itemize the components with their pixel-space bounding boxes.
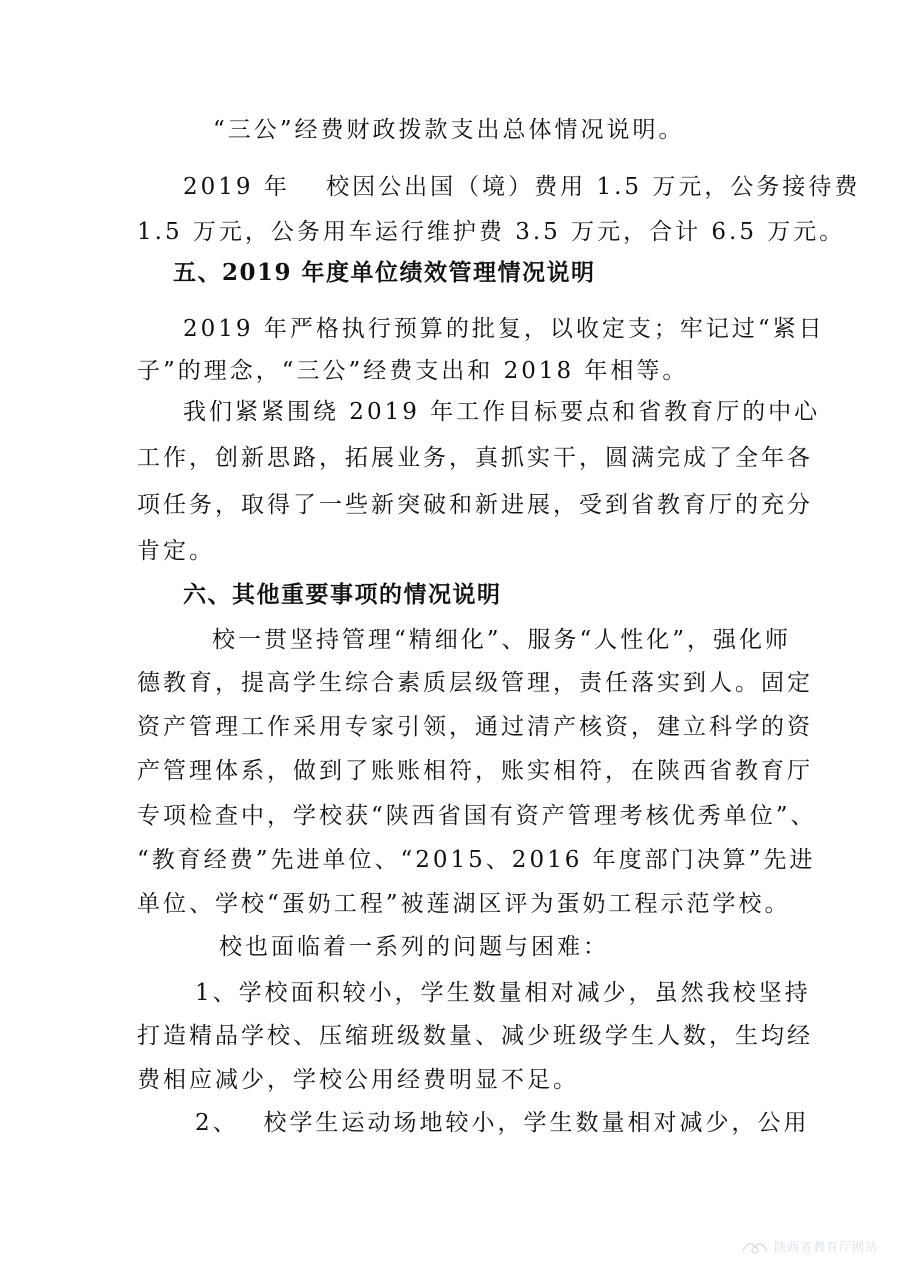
body-line: 1.5 万元，公务用车运行维护费 3.5 万元，合计 6.5 万元。 xyxy=(137,219,846,245)
body-line: 资产管理工作采用专家引领，通过清产核资，建立科学的资 xyxy=(137,714,813,740)
body-line: 产管理体系，做到了账账相符，账实相符，在陕西省教育厅 xyxy=(137,758,813,784)
watermark xyxy=(740,1237,878,1255)
body-line: 校一贯坚持管理“精细化”、服务“人性化”，强化师 xyxy=(212,627,792,653)
body-line: 项任务，取得了一些新突破和新进展，受到省教育厅的充分 xyxy=(137,492,813,518)
section-heading: 六、其他重要事项的情况说明 xyxy=(183,581,502,608)
body-line: 2019 年 校因公出国（境）费用 1.5 万元，公务接待费 xyxy=(183,174,861,200)
body-line: 子”的理念，“三公”经费支出和 2018 年相等。 xyxy=(137,358,689,384)
watermark-logo-icon xyxy=(740,1237,770,1255)
body-line: 2、 校学生运动场地较小，学生数量相对减少，公用 xyxy=(195,1110,810,1136)
body-line: “三公”经费财政拨款支出总体情况说明。 xyxy=(213,117,685,143)
body-line: 德教育，提高学生综合素质层级管理，责任落实到人。固定 xyxy=(137,670,813,696)
body-line: 校也面临着一系列的问题与困难： xyxy=(219,934,609,960)
body-line: 专项检查中，学校获“陕西省国有资产管理考核优秀单位”、 xyxy=(137,803,817,829)
body-line: 打造精品学校、压缩班级数量、减少班级学生人数，生均经 xyxy=(137,1023,813,1049)
body-line: 费相应减少，学校公用经费明显不足。 xyxy=(137,1067,579,1093)
body-line: 我们紧紧围绕 2019 年工作目标要点和省教育厅的中心 xyxy=(183,399,821,425)
body-line: 单位、学校“蛋奶工程”被莲湖区评为蛋奶工程示范学校。 xyxy=(137,891,791,917)
body-line: “教育经费”先进单位、“2015、2016 年度部门决算”先进 xyxy=(137,847,816,873)
watermark-text: 陕西省教育厅网站 xyxy=(773,1239,878,1254)
body-line: 肯定。 xyxy=(137,538,215,564)
body-line: 1、学校面积较小，学生数量相对减少，虽然我校坚持 xyxy=(195,980,811,1006)
section-heading: 五、2019 年度单位绩效管理情况说明 xyxy=(173,259,596,286)
body-line: 2019 年严格执行预算的批复，以收定支；牢记过“紧日 xyxy=(183,316,825,342)
body-line: 工作，创新思路，拓展业务，真抓实干，圆满完成了全年各 xyxy=(137,445,813,471)
